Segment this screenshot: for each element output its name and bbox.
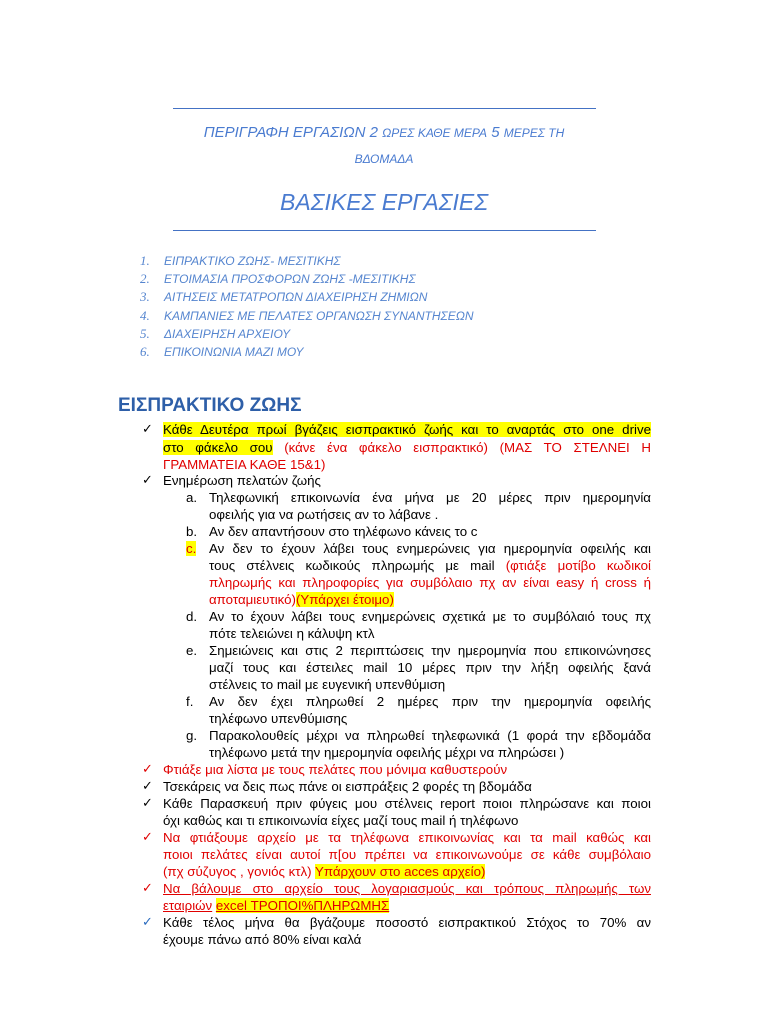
task-item: 2. ΕΤΟΙΜΑΣΙΑ ΠΡΟΣΦΟΡΩΝ ΖΩΗΣ -ΜΕΣΙΤΙΚΗΣ xyxy=(140,271,416,287)
bullet-8-line2: έχουμε πάνω από 80% είναι καλά xyxy=(163,932,362,947)
check-icon: ✓ xyxy=(142,761,153,776)
sub-c-line2: τους στέλνεις κωδικούς πληρωμής με mail (φτιάξε μοτίβο κωδικοί xyxy=(209,558,651,573)
bullet-7-line1: Να βάλουμε στο αρχείο τους λογαριασμούς και τρόπους πληρωμής των xyxy=(163,881,651,896)
sub-b-label: b. xyxy=(186,524,198,539)
sub-e-line2: μαζί τους και έστειλες mail 10 μέρες πριν την λήξη οφειλής ξανά xyxy=(209,660,651,675)
check-icon: ✓ xyxy=(142,472,153,487)
subtitle-line2: ΒΔΟΜΑΔΑ xyxy=(354,152,414,166)
document-title: ΒΑΣΙΚΕΣ ΕΡΓΑΣΙΕΣ xyxy=(280,189,488,215)
sub-a-label: a. xyxy=(186,490,198,505)
sub-f-line1: Αν δεν έχει πληρωθεί 2 ημέρες πριν την ημερομηνία οφειλής xyxy=(209,694,651,709)
bottom-rule xyxy=(173,230,596,231)
sub-g-line1: Παρακολουθείς μέχρι να πληρωθεί τηλεφωνικά (1 φορά την εβδομάδα xyxy=(209,728,651,743)
sub-f-line2: τηλέφωνο υπενθύμισης xyxy=(209,711,348,726)
document-subtitle xyxy=(0,120,768,172)
bullet-3: Φτιάξε μια λίστα με τους πελάτες που μόνιμα καθυστερούν xyxy=(163,762,508,777)
bullet-2: Ενημέρωση πελατών ζωής xyxy=(163,473,321,488)
top-rule xyxy=(173,108,596,109)
bullet-5-line2: όχι καθώς και τι επικοινωνία είχες μαζί τους mail ή τηλέφωνο xyxy=(163,813,519,828)
task-item: 5. ΔΙΑΧΕΙΡΗΣΗ ΑΡΧΕΙΟΥ xyxy=(140,325,291,341)
sub-a-line1: Τηλεφωνική επικοινωνία ένα μήνα με 20 μέρες πριν ημερομηνία xyxy=(209,490,651,505)
check-icon: ✓ xyxy=(142,829,153,844)
bullet-4: Τσεκάρεις να δεις πως πάνε οι εισπράξεις 2 φορές τη βδομάδα xyxy=(163,779,532,794)
sub-f-label: f. xyxy=(186,694,194,709)
subtitle-part1: ΠΕΡΙΓΡΑΦΗ ΕΡΓΑΣΙΩΝ 2 xyxy=(203,124,378,141)
check-icon: ✓ xyxy=(142,778,153,793)
sub-d-line1: Αν το έχουν λάβει τους ενημερώνεις σχετικά με το συμβόλαιό τους πχ xyxy=(209,609,651,624)
section-title: ΕΙΣΠΡΑΚΤΙΚΟ ΖΩΗΣ xyxy=(118,395,302,416)
bullet-5-line1: Κάθε Παρασκευή πριν φύγεις μου στέλνεις report ποιοι πληρώσανε και ποιοι xyxy=(163,796,651,811)
task-list xyxy=(140,253,474,362)
subtitle-part2: ΩΡΕΣ ΚΑΘΕ ΜΕΡΑ xyxy=(382,126,488,140)
sub-g-label: g. xyxy=(186,728,198,743)
bullet-1-line2: στο φάκελο σου (κάνε ένα φάκελο εισπρακτικό) (ΜΑΣ ΤΟ ΣΤΕΛΝΕΙ Η xyxy=(163,440,652,455)
bullet-8-line1: Κάθε τέλος μήνα θα βγάζουμε ποσοστό εισπρακτικού Στόχος το 70% αν xyxy=(163,915,651,930)
check-icon: ✓ xyxy=(142,795,153,810)
bullet-1-line3: ΓΡΑΜΜΑΤΕΙΑ ΚΑΘΕ 15&1) xyxy=(163,457,326,472)
task-item: 1. ΕΙΠΡΑΚΤΙΚΟ ΖΩΗΣ- ΜΕΣΙΤΙΚΗΣ xyxy=(140,253,341,268)
bullet-6-line2: ποιοι πελάτες είναι αυτοί π[ου πρέπει να επικοινωνούμε σε κάθε συμβόλαιο xyxy=(163,847,651,862)
sub-d-label: d. xyxy=(186,609,198,624)
sub-e-line1: Σημειώνεις και στις 2 περιπτώσεις την ημερομηνία που επικοινώνησες xyxy=(209,643,651,658)
sub-e-line3: στέλνεις το mail με ευγενική υπενθύμιση xyxy=(209,677,446,692)
bullet-6-line1: Να φτιάξουμε αρχείο με τα τηλέφωνα επικοινωνίας και τα mail καθώς και xyxy=(163,830,651,845)
check-icon: ✓ xyxy=(142,914,153,929)
sub-g-line2: τηλέφωνο μετά την ημερομηνία οφειλής μέχρι να πληρώσει ) xyxy=(209,745,565,760)
subtitle-part3: 5 xyxy=(491,124,500,141)
sub-a-line2: οφειλής για να ρωτήσεις αν το λάβανε . xyxy=(209,507,439,522)
check-icon: ✓ xyxy=(142,880,153,895)
bullet-7-line2: εταιριών excel ΤΡΟΠΟΙ%ΠΛΗΡΩΜΗΣ xyxy=(163,898,390,913)
check-icon: ✓ xyxy=(142,421,153,436)
sub-c-line3: πληρωμής και πληροφορίες για συμβόλαιο πχ αν είναι easy ή cross ή xyxy=(209,575,651,590)
sub-c-label: c. xyxy=(186,541,197,556)
sub-c-line1: Αν δεν το έχουν λάβει τους ενημερώνεις για ημερομηνία οφειλής και xyxy=(209,541,651,556)
subtitle-part4: ΜΕΡΕΣ ΤΗ xyxy=(503,126,565,140)
sub-c-line4: αποταμιευτικό)(Υπάρχει έτοιμο) xyxy=(209,592,394,607)
bullet-6-line3: (πχ σύζυγος , γονιός κτλ) Υπάρχουν στο acces αρχείο) xyxy=(163,864,486,879)
sub-e-label: e. xyxy=(186,643,198,658)
sub-b-line1: Αν δεν απαντήσουν στο τηλέφωνο κάνεις το c xyxy=(209,524,478,539)
bullet-1-line1: Κάθε Δευτέρα πρωί βγάζεις εισπρακτικό ζωής και το αναρτάς στο one drive xyxy=(163,422,651,437)
task-item: 6. ΕΠΙΚΟΙΝΩΝΙΑ ΜΑΖΙ ΜΟΥ xyxy=(140,343,304,359)
task-item: 3. ΑΙΤΗΣΕΙΣ ΜΕΤΑΤΡΟΠΩΝ ΔΙΑΧΕΙΡΗΣΗ ΖΗΜΙΩΝ xyxy=(140,289,428,305)
task-item: 4. ΚΑΜΠΑΝΙΕΣ ΜΕ ΠΕΛΑΤΕΣ ΟΡΓΑΝΩΣΗ ΣΥΝΑΝΤΗΣΕΩΝ xyxy=(140,307,474,323)
sub-d-line2: πότε τελειώνει η κάλυψη κτλ xyxy=(209,626,375,641)
